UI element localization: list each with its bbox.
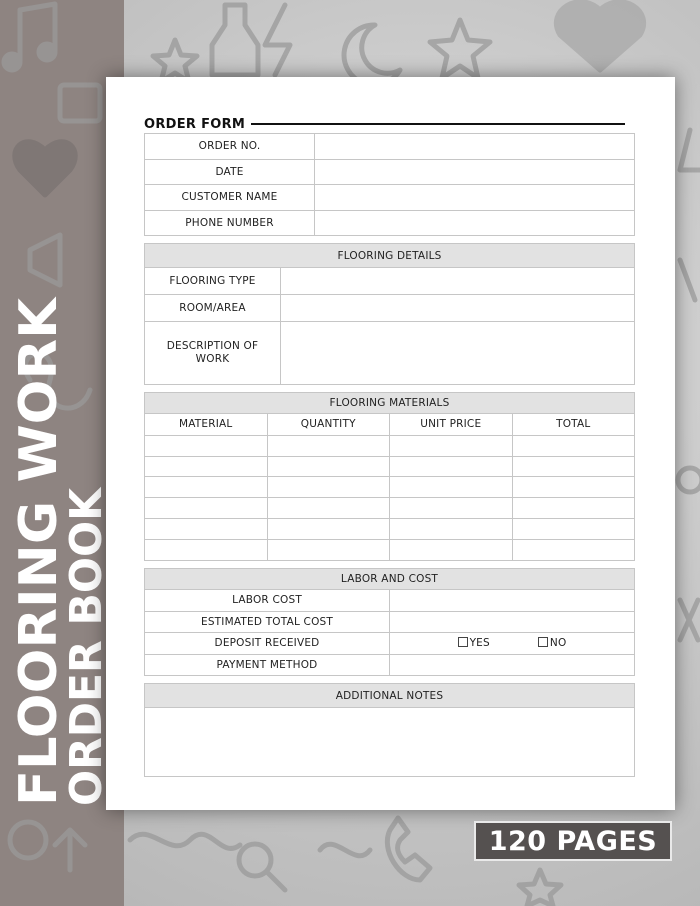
cover-title-line1: FLOORING WORK	[9, 305, 69, 806]
flooring-details-heading: FLOORING DETAILS	[145, 244, 635, 268]
order-form	[144, 115, 635, 777]
room-area-label: ROOM/AREA	[145, 295, 281, 322]
deposit-received-label: DEPOSIT RECEIVED	[145, 633, 390, 655]
page-count-badge: 120 PAGES	[474, 821, 672, 861]
no-checkbox[interactable]	[538, 637, 548, 647]
description-field[interactable]	[281, 322, 635, 385]
title-rule	[251, 123, 625, 125]
table-row	[145, 456, 635, 477]
yes-label: YES	[469, 637, 490, 650]
labor-cost-field[interactable]	[390, 590, 635, 612]
material-cell[interactable]	[145, 477, 268, 498]
total-column-header: TOTAL	[512, 413, 635, 435]
description-label: DESCRIPTION OF WORK	[145, 322, 281, 385]
moon-icon	[344, 25, 400, 85]
labor-cost-heading: LABOR AND COST	[145, 568, 635, 590]
table-row	[145, 539, 635, 560]
star-icon	[519, 870, 561, 906]
flooring-type-label: FLOORING TYPE	[145, 268, 281, 295]
total-cell[interactable]	[512, 456, 635, 477]
payment-method-label: PAYMENT METHOD	[145, 654, 390, 676]
deposit-yes-option[interactable]	[458, 637, 490, 649]
unit-price-cell[interactable]	[390, 435, 513, 456]
flooring-details-table	[144, 243, 635, 385]
table-row	[145, 518, 635, 539]
bottle-icon	[212, 5, 258, 75]
quantity-cell[interactable]	[267, 498, 390, 519]
total-cell[interactable]	[512, 435, 635, 456]
quantity-cell[interactable]	[267, 518, 390, 539]
additional-notes-table	[144, 683, 635, 777]
table-row	[145, 477, 635, 498]
flooring-materials-table	[144, 392, 635, 561]
quantity-cell[interactable]	[267, 435, 390, 456]
date-label: DATE	[145, 159, 315, 185]
total-cell[interactable]	[512, 477, 635, 498]
total-cell[interactable]	[512, 518, 635, 539]
total-cell[interactable]	[512, 498, 635, 519]
table-row	[145, 435, 635, 456]
labor-cost-label: LABOR COST	[145, 590, 390, 612]
order-no-field[interactable]	[315, 134, 635, 160]
cover-title-line2: ORDER BOOK	[61, 476, 112, 806]
material-cell[interactable]	[145, 498, 268, 519]
phone-number-label: PHONE NUMBER	[145, 210, 315, 236]
additional-notes-field[interactable]	[145, 708, 635, 777]
order-no-label: ORDER NO.	[145, 134, 315, 160]
material-column-header: MATERIAL	[145, 413, 268, 435]
material-cell[interactable]	[145, 435, 268, 456]
form-title-text: ORDER FORM	[144, 116, 246, 132]
order-info-table	[144, 133, 635, 236]
quantity-cell[interactable]	[267, 477, 390, 498]
quantity-column-header: QUANTITY	[267, 413, 390, 435]
labor-cost-table	[144, 568, 635, 677]
unit-price-cell[interactable]	[390, 477, 513, 498]
phone-number-field[interactable]	[315, 210, 635, 236]
form-page	[106, 77, 675, 810]
estimated-total-cost-field[interactable]	[390, 611, 635, 633]
payment-method-field[interactable]	[390, 654, 635, 676]
flooring-materials-heading: FLOORING MATERIALS	[145, 393, 635, 414]
unit-price-cell[interactable]	[390, 498, 513, 519]
quantity-cell[interactable]	[267, 456, 390, 477]
flooring-type-field[interactable]	[281, 268, 635, 295]
material-cell[interactable]	[145, 518, 268, 539]
room-area-field[interactable]	[281, 295, 635, 322]
deposit-received-field	[390, 633, 635, 655]
estimated-total-cost-label: ESTIMATED TOTAL COST	[145, 611, 390, 633]
customer-name-field[interactable]	[315, 185, 635, 211]
unit-price-cell[interactable]	[390, 456, 513, 477]
material-cell[interactable]	[145, 539, 268, 560]
heart-icon	[556, 2, 643, 70]
additional-notes-heading: ADDITIONAL NOTES	[145, 684, 635, 708]
unit-price-cell[interactable]	[390, 518, 513, 539]
phone-icon	[387, 818, 430, 880]
star-icon	[153, 40, 197, 82]
customer-name-label: CUSTOMER NAME	[145, 185, 315, 211]
unit-price-column-header: UNIT PRICE	[390, 413, 513, 435]
deposit-no-option[interactable]	[538, 637, 567, 649]
star-icon	[430, 20, 490, 78]
date-field[interactable]	[315, 159, 635, 185]
no-label: NO	[549, 637, 567, 650]
form-title	[144, 115, 635, 133]
material-cell[interactable]	[145, 456, 268, 477]
total-cell[interactable]	[512, 539, 635, 560]
lightning-icon	[265, 5, 290, 75]
yes-checkbox[interactable]	[458, 637, 468, 647]
unit-price-cell[interactable]	[390, 539, 513, 560]
table-row	[145, 498, 635, 519]
quantity-cell[interactable]	[267, 539, 390, 560]
